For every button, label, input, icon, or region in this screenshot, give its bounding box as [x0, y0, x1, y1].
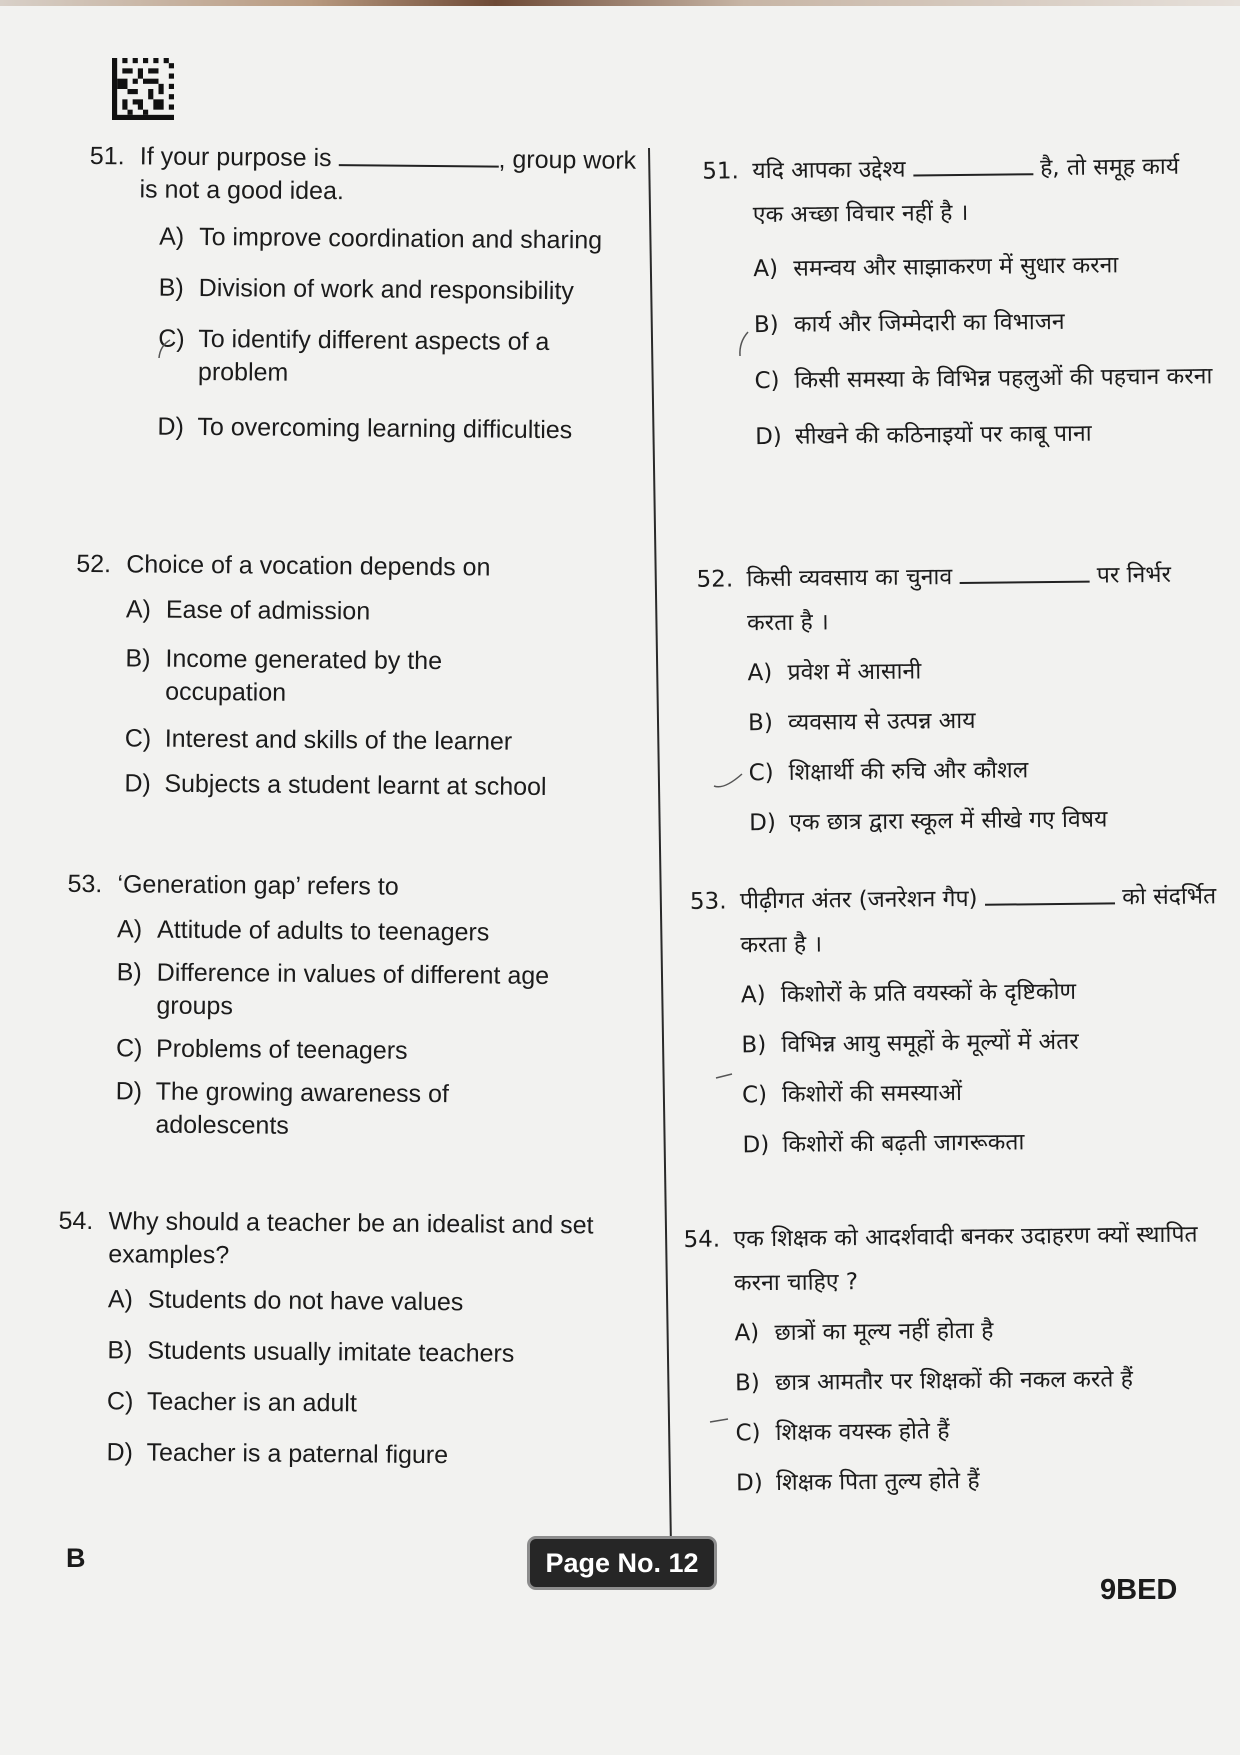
option-d[interactable]: D) Teacher is a paternal figure — [106, 1438, 449, 1470]
pencil-tick-icon — [736, 330, 754, 358]
question-number: 51. — [702, 158, 740, 185]
question-number: 54. — [683, 1226, 721, 1253]
option-a[interactable]: A) प्रवेश में आसानी — [747, 658, 922, 687]
option-d[interactable]: D) Subjects a student learnt at school — [124, 769, 547, 802]
option-d[interactable]: D) किशोरों की बढ़ती जागरूकता — [742, 1129, 1025, 1159]
page-number-badge: Page No. 12 — [527, 1536, 717, 1590]
question-number: 51. — [89, 141, 125, 171]
option-a[interactable]: A) छात्रों का मूल्य नहीं होता है — [734, 1317, 994, 1347]
question-text: एक शिक्षक को आदर्शवादी बनकर उदाहरण क्यों स्थापित करना चाहिए ? — [733, 1221, 1198, 1297]
page-top-edge — [0, 0, 1240, 6]
pencil-tick-icon — [712, 770, 746, 792]
option-c[interactable]: C) Interest and skills of the learner — [124, 724, 513, 756]
option-a[interactable]: A) Attitude of adults to teenagers — [116, 915, 490, 947]
booklet-code: 9BED — [1100, 1574, 1178, 1606]
english-column — [58, 140, 640, 1470]
option-c[interactable]: C) शिक्षक वयस्क होते हैं — [735, 1418, 950, 1447]
pencil-tick-icon — [708, 1412, 730, 1426]
option-d[interactable]: D) The growing awareness of adolescents — [115, 1077, 450, 1140]
question-53-hi — [690, 874, 1223, 1168]
option-c[interactable]: C) To identify different aspects of a problem — [158, 324, 550, 387]
question-number: 53. — [67, 869, 103, 899]
question-text: Why should a teacher be an idealist and set examples? — [108, 1207, 594, 1270]
question-text: If your purpose is , group work is not a good idea. — [139, 142, 637, 206]
option-d[interactable]: D) To overcoming learning difficulties — [157, 412, 573, 445]
option-c[interactable]: C) Teacher is an adult — [106, 1387, 357, 1418]
question-51-hi — [702, 144, 1215, 459]
answer-blank — [985, 880, 1115, 905]
series-letter: B — [66, 1543, 86, 1573]
option-b[interactable]: B) Division of work and responsibility — [158, 273, 574, 306]
question-54-hi — [683, 1212, 1226, 1506]
question-52-en — [74, 548, 626, 805]
option-a[interactable]: A) Ease of admission — [125, 595, 371, 626]
option-c[interactable]: C) किसी समस्या के विभिन्न पहलुओं की पहचान करना — [754, 363, 1213, 395]
option-c[interactable]: C) किशोरों की समस्याओं — [741, 1080, 963, 1109]
option-b[interactable]: B) छात्र आमतौर पर शिक्षकों की नकल करते हैं — [734, 1366, 1134, 1397]
2d-barcode-icon — [112, 58, 174, 120]
question-text: पीढ़ीगत अंतर (जनरेशन गैप) को संदर्भित करता है । — [740, 874, 1221, 967]
question-number: 53. — [689, 888, 727, 915]
question-text: ‘Generation gap’ refers to — [117, 870, 399, 901]
option-b[interactable]: B) विभिन्न आयु समूहों के मूल्यों में अंतर — [741, 1028, 1079, 1059]
question-text: किसी व्यवसाय का चुनाव पर निर्भर करता है । — [746, 552, 1217, 645]
question-number: 52. — [76, 549, 112, 579]
option-b[interactable]: B) कार्य और जिम्मेदारी का विभाजन — [753, 308, 1065, 339]
option-d[interactable]: D) एक छात्र द्वारा स्कूल में सीखे गए विषय — [749, 806, 1108, 837]
option-c[interactable]: C) शिक्षार्थी की रुचि और कौशल — [748, 757, 1029, 787]
column-divider — [648, 148, 672, 1548]
option-c[interactable]: C) Problems of teenagers — [115, 1034, 408, 1065]
question-text: Choice of a vocation depends on — [126, 550, 491, 582]
answer-blank — [338, 142, 498, 167]
option-d[interactable]: D) सीखने की कठिनाइयों पर काबू पाना — [754, 420, 1092, 451]
option-a[interactable]: A) To improve coordination and sharing — [159, 222, 603, 255]
hindi-column — [672, 134, 1217, 1497]
question-53-en — [65, 868, 617, 1146]
question-number: 52. — [696, 566, 734, 593]
option-a[interactable]: A) किशोरों के प्रति वयस्कों के दृष्टिकोण — [740, 978, 1077, 1009]
option-a[interactable]: A) समन्वय और साझाकरण में सुधार करना — [753, 252, 1119, 283]
question-52-hi — [696, 552, 1219, 845]
option-a[interactable]: A) Students do not have values — [107, 1285, 464, 1317]
option-b[interactable]: B) Income generated by the occupation — [125, 644, 443, 707]
pencil-tick-icon — [714, 1068, 734, 1082]
answer-blank — [959, 559, 1089, 584]
option-b[interactable]: B) व्यवसाय से उत्पन्न आय — [747, 707, 976, 737]
pencil-tick-icon — [156, 338, 174, 360]
option-b[interactable]: B) Difference in values of different age groups — [116, 958, 550, 1021]
question-54-en — [56, 1205, 608, 1474]
answer-blank — [913, 151, 1033, 176]
question-text: यदि आपका उद्देश्य है, तो समूह कार्य एक अच्छा विचार नहीं है । — [752, 144, 1213, 237]
option-b[interactable]: B) Students usually imitate teachers — [107, 1336, 515, 1368]
option-d[interactable]: D) शिक्षक पिता तुल्य होते हैं — [735, 1467, 980, 1497]
question-number: 54. — [58, 1206, 94, 1236]
question-51-en — [87, 140, 640, 448]
